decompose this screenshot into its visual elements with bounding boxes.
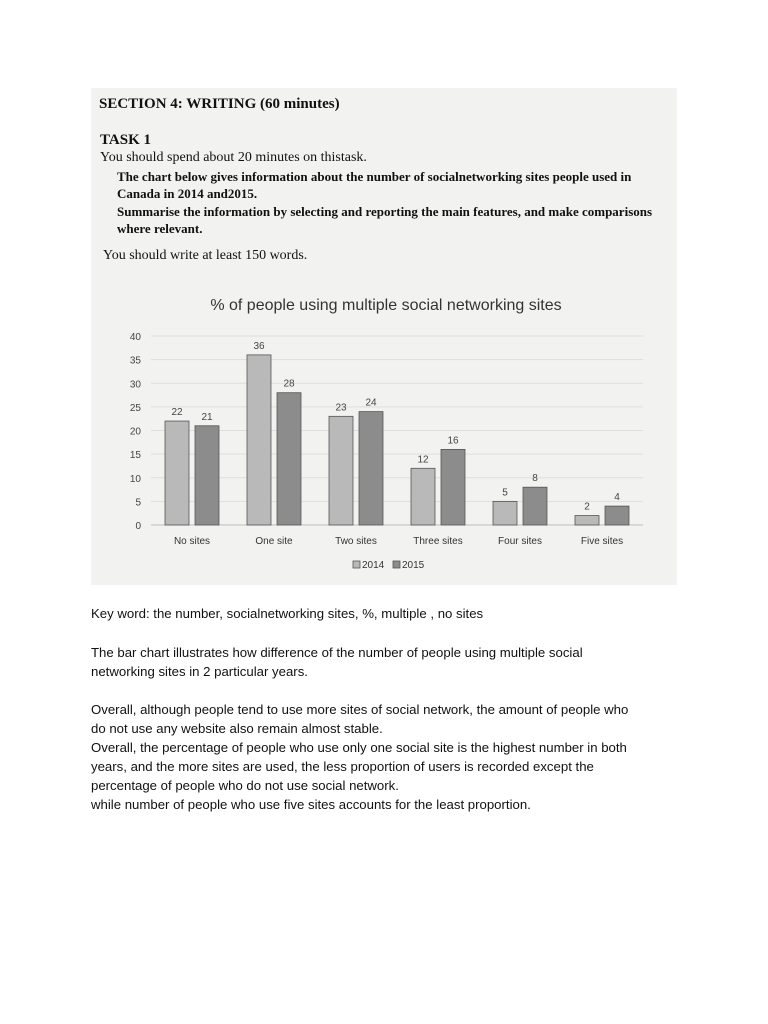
y-axis-ticks bbox=[130, 332, 142, 532]
data-label: 16 bbox=[447, 435, 459, 447]
bar-2015-two-sites bbox=[359, 412, 383, 525]
scanned-exam-page bbox=[91, 88, 677, 585]
section-title: SECTION 4: WRITING (60 minutes) bbox=[99, 96, 340, 112]
y-tick-label: 20 bbox=[129, 426, 141, 438]
bar-2015-no-sites bbox=[195, 426, 219, 525]
x-axis-categories bbox=[174, 536, 623, 547]
bar-2015-four-sites bbox=[523, 487, 547, 525]
legend-swatch bbox=[353, 561, 360, 568]
para3-line1: Overall, the percentage of people who use only one social site is the highest number in both bbox=[91, 740, 627, 755]
legend-label: 2015 bbox=[402, 560, 425, 571]
y-tick-label: 40 bbox=[129, 332, 141, 343]
bar-2015-one-site bbox=[277, 393, 301, 525]
word-count-instruction: You should write at least 150 words. bbox=[103, 248, 308, 263]
y-tick-label: 15 bbox=[129, 450, 141, 462]
data-labels bbox=[171, 341, 620, 513]
chart-legend bbox=[353, 560, 425, 571]
y-tick-label: 5 bbox=[135, 497, 141, 509]
x-category-label: No sites bbox=[173, 536, 211, 547]
y-tick-label: 10 bbox=[129, 473, 141, 485]
x-category-label: Two sites bbox=[335, 536, 377, 547]
para1-line1: The bar chart illustrates how difference of the number of people using multiple social bbox=[91, 645, 583, 660]
task-prompt: The chart below gives information about the number of socialnetworking sites people used in Canada in 2014 and2015. bbox=[117, 169, 632, 201]
para1-line2: networking sites in 2 particular years. bbox=[91, 664, 308, 679]
para3-line4: while number of people who use five sites accounts for the least proportion. bbox=[91, 797, 531, 812]
x-category-label: Five sites bbox=[580, 536, 624, 547]
x-category-label: One site bbox=[255, 536, 293, 547]
legend-swatch bbox=[393, 561, 400, 568]
para3-line2: years, and the more sites are used, the less proportion of users is recorded except the bbox=[91, 759, 594, 774]
bar-2014-two-sites bbox=[329, 416, 353, 525]
data-label: 24 bbox=[365, 397, 377, 409]
task-title: TASK 1 bbox=[100, 132, 151, 148]
bar-chart bbox=[91, 88, 677, 585]
data-label: 23 bbox=[335, 402, 347, 414]
para2-line1: Overall, although people tend to use more sites of social network, the amount of people who bbox=[91, 702, 629, 717]
data-label: 36 bbox=[253, 340, 265, 352]
time-instruction: You should spend about 20 minutes on thistask. bbox=[100, 150, 367, 165]
para2-line2: do not use any website also remain almost stable. bbox=[91, 721, 383, 736]
data-label: 22 bbox=[171, 407, 183, 419]
legend-label: 2014 bbox=[362, 560, 385, 571]
y-tick-label: 30 bbox=[129, 379, 141, 391]
y-tick-label: 35 bbox=[129, 355, 141, 367]
keywords-line: Key word: the number, socialnetworking sites, %, multiple , no sites bbox=[91, 606, 484, 621]
data-label: 28 bbox=[283, 378, 295, 390]
bar-2014-five-sites bbox=[575, 516, 599, 525]
y-tick-label: 25 bbox=[129, 402, 141, 414]
y-tick-label: 0 bbox=[135, 521, 141, 532]
data-label: 21 bbox=[201, 411, 213, 423]
data-label: 12 bbox=[417, 454, 429, 466]
data-label: 5 bbox=[502, 487, 508, 499]
bar-2015-five-sites bbox=[605, 506, 629, 525]
x-category-label: Three sites bbox=[413, 536, 463, 547]
x-category-label: Four sites bbox=[498, 536, 542, 547]
bar-2014-no-sites bbox=[165, 421, 189, 525]
summarise-instruction: Summarise the information by selecting and reporting the main features, and make comparisons where relevant. bbox=[117, 204, 653, 236]
chart-title: % of people using multiple social networking sites bbox=[210, 297, 562, 314]
bar-2015-three-sites bbox=[441, 449, 465, 525]
chart-bars bbox=[165, 355, 629, 525]
bar-2014-four-sites bbox=[493, 501, 517, 525]
data-label: 2 bbox=[584, 501, 590, 513]
para3-line3: percentage of people who do not use social network. bbox=[91, 778, 399, 793]
data-label: 4 bbox=[614, 492, 620, 504]
bar-2014-one-site bbox=[247, 355, 271, 525]
chart-gridlines bbox=[151, 336, 643, 525]
data-label: 8 bbox=[532, 473, 538, 485]
bar-2014-three-sites bbox=[411, 468, 435, 525]
